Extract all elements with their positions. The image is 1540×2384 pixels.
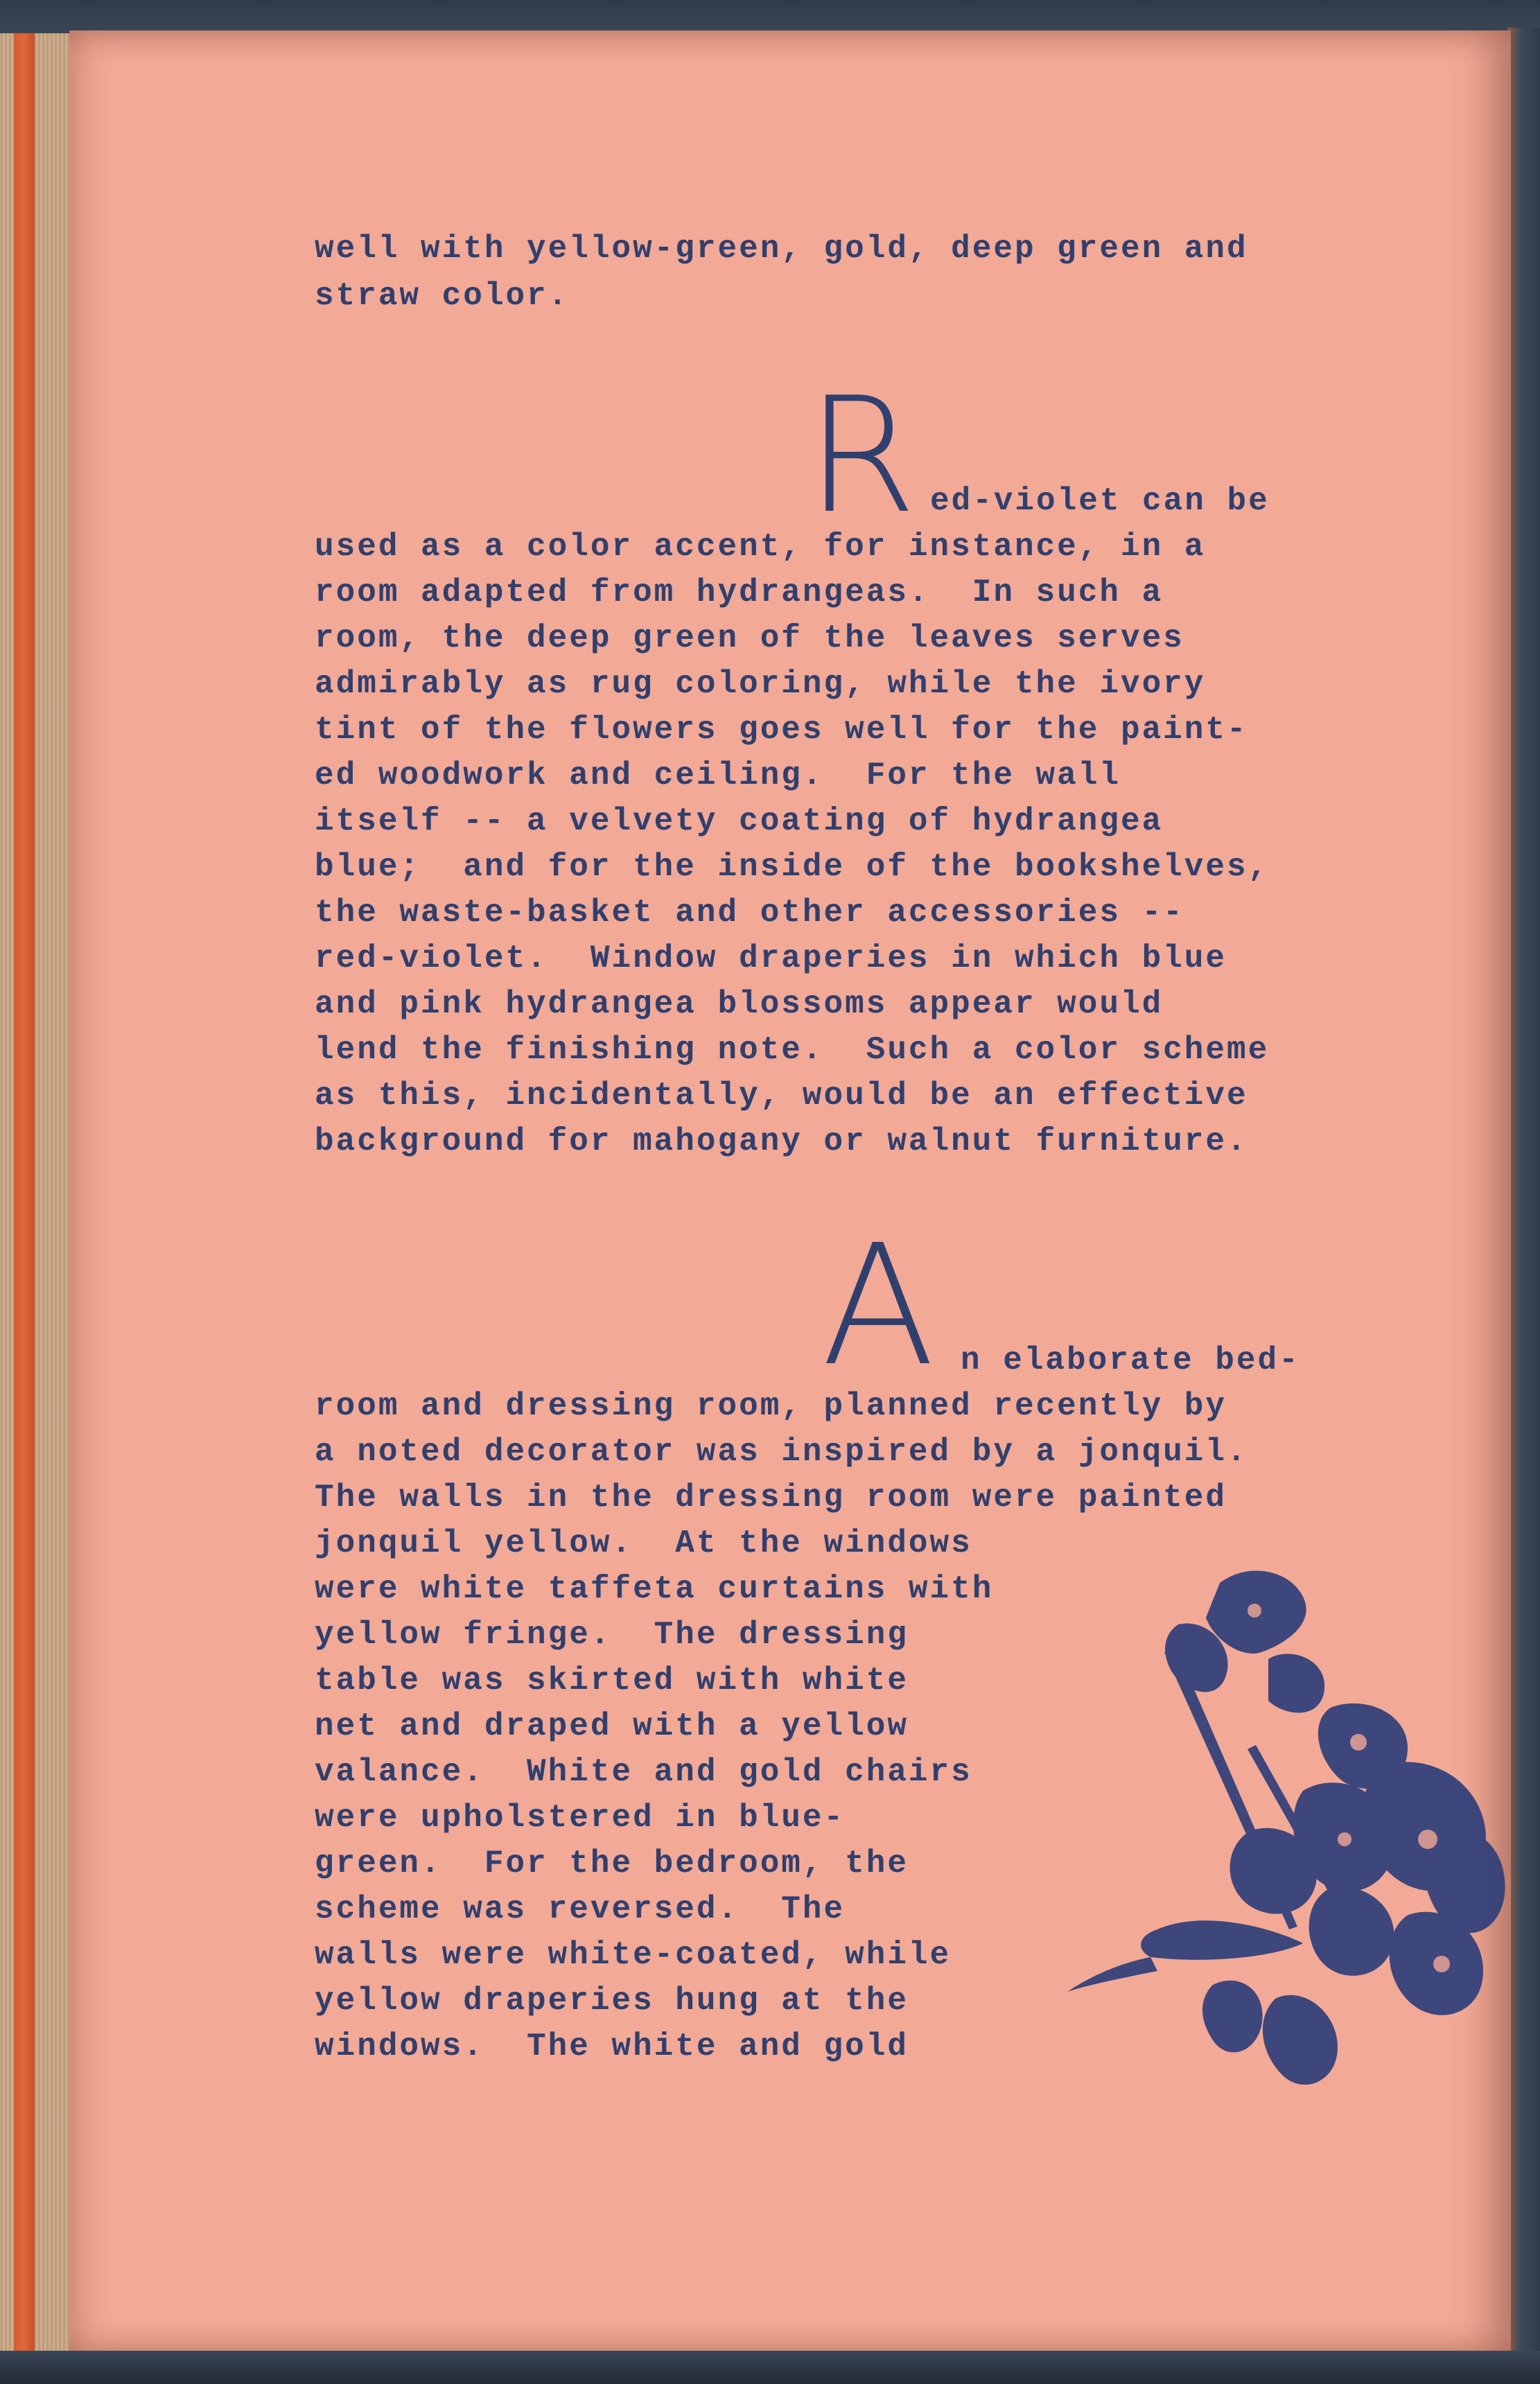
text-line: windows. The white and gold: [315, 2028, 909, 2065]
text-line: valance. White and gold chairs: [315, 1754, 972, 1790]
text-line: yellow fringe. The dressing: [315, 1617, 909, 1653]
text-line: red-violet. Window draperies in which blue: [315, 940, 1227, 976]
text-line: room and dressing room, planned recently by: [315, 1388, 1227, 1424]
text-line: net and draped with a yellow: [315, 1708, 909, 1744]
text-line: yellow draperies hung at the: [315, 1983, 909, 2019]
book-spine-gutter: [1507, 28, 1540, 2356]
text-line: used as a color accent, for instance, in a: [315, 529, 1206, 565]
text-line: green. For the bedroom, the: [315, 1846, 909, 1882]
text-line: scheme was reversed. The: [315, 1891, 846, 1927]
text-line: admirably as rug coloring, while the ivory: [315, 666, 1206, 702]
text-line: jonquil yellow. At the windows: [315, 1525, 972, 1561]
text-line: the waste-basket and other accessories --: [315, 895, 1184, 931]
text-line: blue; and for the inside of the bookshelves,: [315, 849, 1270, 885]
text-line: tint of the flowers goes well for the paint-: [315, 712, 1248, 748]
flower-illustration-icon: [1040, 1541, 1511, 2110]
book-cover-bottom: [0, 2351, 1540, 2384]
text-line: were white taffeta curtains with: [315, 1571, 994, 1607]
text-line: well with yellow-green, gold, deep green and: [315, 231, 1248, 267]
text-line: walls were white-coated, while: [315, 1937, 952, 1973]
text-line: lend the finishing note. Such a color scheme: [315, 1032, 1270, 1068]
drop-cap-a: A: [821, 1209, 936, 1403]
text-line: room adapted from hydrangeas. In such a: [315, 575, 1164, 611]
text-line: room, the deep green of the leaves serves: [315, 620, 1184, 656]
text-line: and pink hydrangea blossoms appear would: [315, 986, 1164, 1022]
drop-cap-r: R: [806, 364, 917, 549]
book-page: [69, 30, 1511, 2354]
text-line: The walls in the dressing room were painted: [315, 1480, 1227, 1516]
text-line: as this, incidentally, would be an effective: [315, 1078, 1248, 1114]
text-line: a noted decorator was inspired by a jonquil.: [315, 1434, 1248, 1470]
text-line: table was skirted with white: [315, 1663, 909, 1699]
book-cover-top: [0, 0, 1540, 33]
paragraph-3-first-line: n elaborate bed-: [961, 1342, 1300, 1378]
text-line: itself -- a velvety coating of hydrangea: [315, 803, 1164, 839]
text-line: straw color.: [315, 278, 570, 314]
text-line: background for mahogany or walnut furniture.: [315, 1123, 1248, 1159]
text-line: ed woodwork and ceiling. For the wall: [315, 757, 1121, 794]
text-line: were upholstered in blue-: [315, 1800, 846, 1836]
page-edges: [0, 33, 76, 2351]
paragraph-2-first-line: ed-violet can be: [930, 483, 1270, 519]
